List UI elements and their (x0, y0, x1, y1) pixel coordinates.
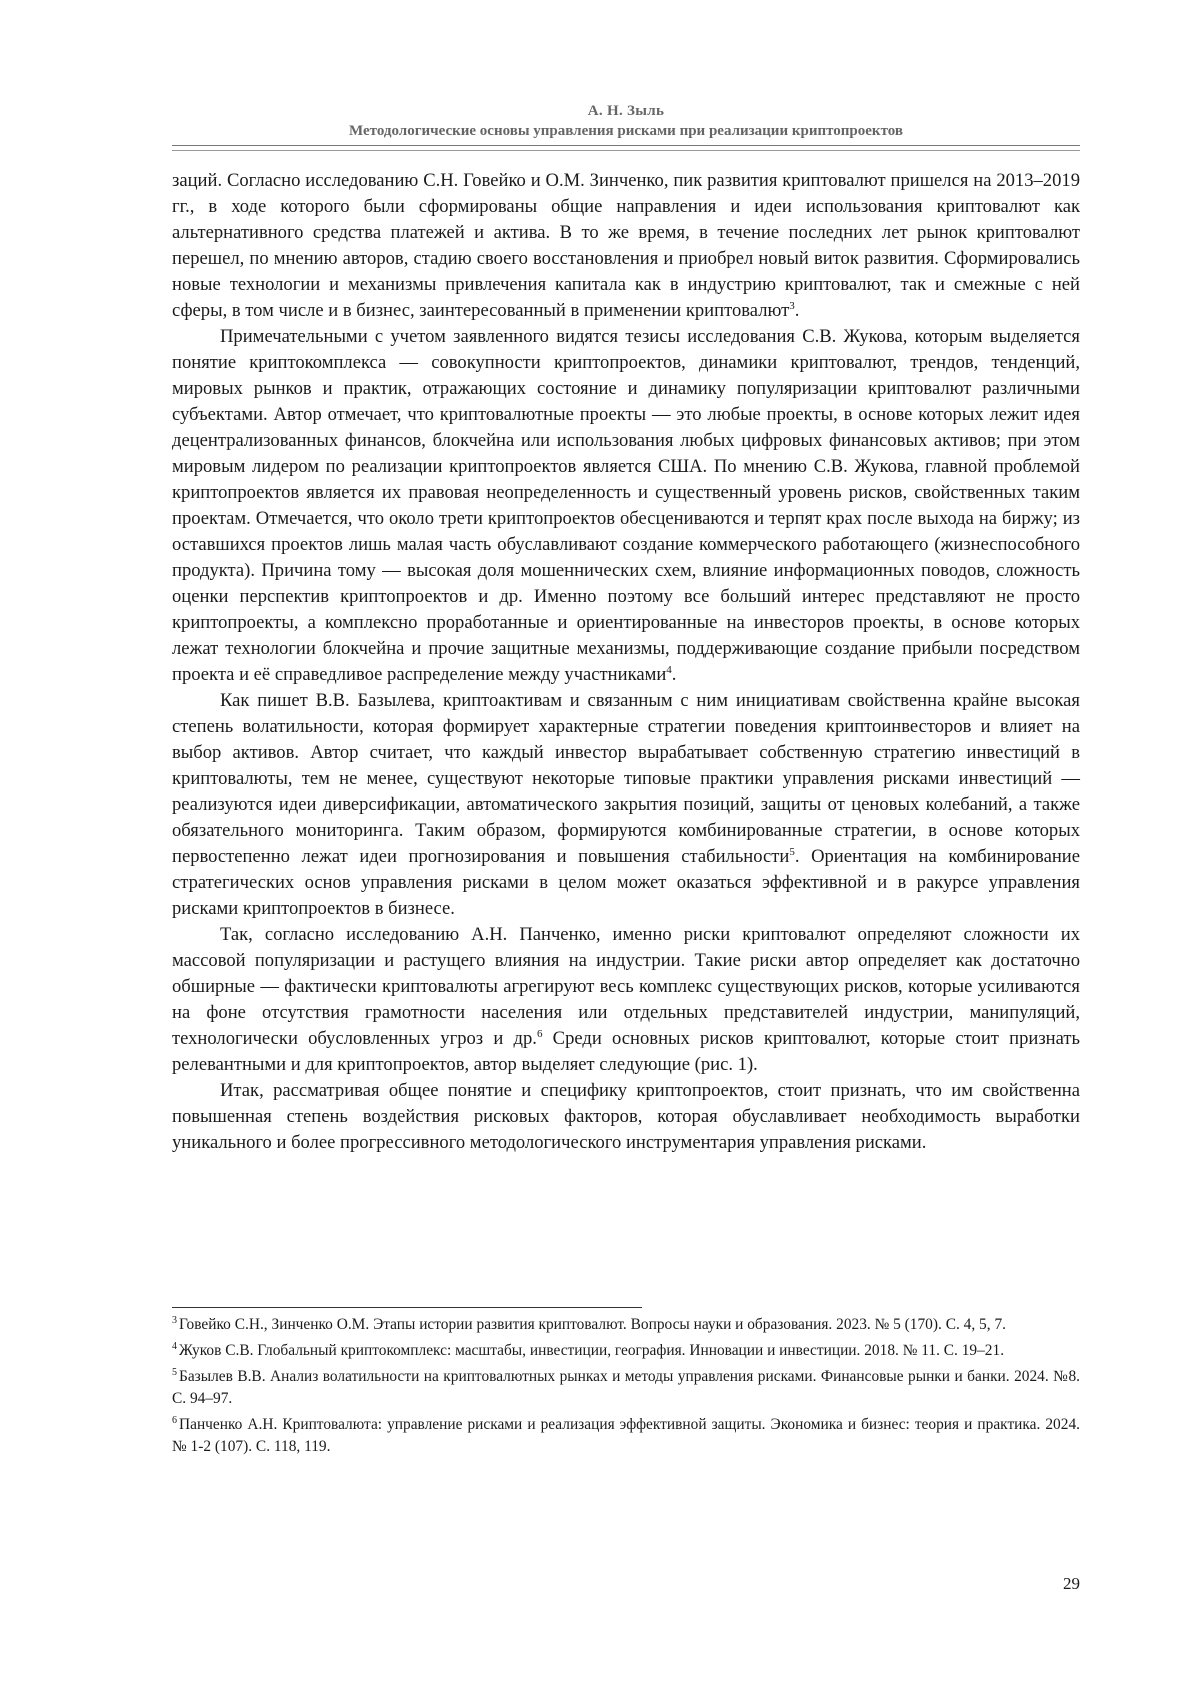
footnote-number: 4 (172, 1340, 177, 1352)
footnote-number: 5 (172, 1366, 177, 1378)
paragraph-4-text: Так, согласно исследованию А.Н. Панченко, именно риски криптовалют определяют сложности их массовой популяризации и растущего влияния на индустрии. Такие риски автор определяет как достаточно обширные — фактически криптовалюты агрегируют весь комплекс существующих рисков, которые усиливаются на фоне отсутствия грамотности населения или отдельных представителей индустрии, манипуляций, технологически обусловленных угроз и др. (172, 924, 1080, 1049)
paragraph-2-end: . (671, 664, 677, 685)
paragraph-1-end: . (794, 300, 800, 321)
footnote-text: Базылев В.В. Анализ волатильности на криптовалютных рынках и методы управления рисками. Финансовые рынки и банки. 2024. №8. С. 94–97. (172, 1368, 1080, 1407)
paragraph-4-tail: Среди основных рисков криптовалют, которые стоит признать релевантными и для криптопроектов, автор выделяет следующие (рис. 1). (172, 1028, 1080, 1075)
header-rule-thin (172, 150, 1080, 151)
paragraph-2-text: Примечательными с учетом заявленного видятся тезисы исследования С.В. Жукова, которым выделяется понятие криптокомплекса — совокупности криптопроектов, динамики криптовалют, трендов, тенденций, мировых рынков и практик, отражающих состояние и динамику популяризации криптовалют различными субъектами. Автор отмечает, что криптовалютные проекты — это любые проекты, в основе которых лежит идея децентрализованных финансов, блокчейна или использования любых цифровых финансовых активов; при этом мировым лидером по реализации криптопроектов является США. По мнению С.В. Жукова, главной проблемой криптопроектов является их правовая неопределенность и существенный уровень рисков, свойственных таким проектам. Отмечается, что около трети криптопроектов обесцениваются и терпят крах после выхода на биржу; из оставшихся проектов лишь малая часть обуславливают создание коммерческого работающего (жизнеспособного продукта). Причина тому — высокая доля мошеннических схем, влияние информационных поводов, сложность оценки перспектив криптопроектов и др. Именно поэтому все больший интерес представляют не просто криптопроекты, а комплексно проработанные и ориентированные на инвесторов проекты, в основе которых лежат технологии блокчейна и прочие защитные механизмы, поддерживающие создание прибыли посредством проекта и её справедливое распределение между участниками (172, 326, 1080, 685)
paragraph-4 (172, 922, 1080, 1078)
footnote-5 (172, 1366, 1080, 1410)
footnote-separator (172, 1307, 642, 1308)
page-number: 29 (1063, 1574, 1080, 1593)
running-head-author: А. Н. Зыль (587, 103, 665, 119)
paragraph-3-tail: . Ориентация на комбинирование стратегических основ управления рисками в целом может оказаться эффективной и в ракурсе управления рисками криптопроектов в бизнесе. (172, 846, 1080, 919)
main-text (172, 168, 1080, 1156)
footnote-6 (172, 1414, 1080, 1458)
footnote-text: Говейко С.Н., Зинченко О.М. Этапы истории развития криптовалют. Вопросы науки и образования. 2023. № 5 (170). С. 4, 5, 7. (179, 1316, 1006, 1333)
footnote-ref-5[interactable]: 5 (789, 845, 795, 858)
footnote-ref-4[interactable]: 4 (666, 663, 672, 676)
header-rule-thick (172, 145, 1080, 146)
footnote-ref-6[interactable]: 6 (536, 1027, 543, 1040)
footnote-4 (172, 1340, 1080, 1362)
running-head-title: Методологические основы управления рисками при реализации криптопроектов (349, 123, 903, 139)
footnote-number: 3 (172, 1314, 177, 1326)
footnote-3 (172, 1314, 1080, 1336)
paragraph-3 (172, 688, 1080, 922)
footnotes (172, 1314, 1080, 1462)
paragraph-1 (172, 168, 1080, 324)
footnote-ref-3[interactable]: 3 (789, 299, 795, 312)
paragraph-5 (172, 1078, 1080, 1156)
paragraph-3-text: Как пишет В.В. Базылева, криптоактивам и связанным с ним инициативам свойственна крайне высокая степень волатильности, которая формирует характерные стратегии поведения криптоинвесторов и влияет на выбор активов. Автор считает, что каждый инвестор вырабатывает собственную стратегию инвестиций в криптовалюты, тем не менее, существуют некоторые типовые практики управления рисками инвестиций — реализуются идеи диверсификации, автоматического закрытия позиций, защиты от ценовых колебаний, а также обязательного мониторинга. Таким образом, формируются комбинированные стратегии, в основе которых первостепенно лежат идеи прогнозирования и повышения стабильности (172, 690, 1080, 867)
paragraph-1-text: заций. Согласно исследованию С.Н. Говейко и О.М. Зинченко, пик развития криптовалют пришелся на 2013–2019 гг., в ходе которого были сформированы общие направления и идеи использования криптовалют как альтернативного средства платежей и актива. В то же время, в течение последних лет рынок криптовалют перешел, по мнению авторов, стадию своего восстановления и приобрел новый виток развития. Сформировались новые технологии и механизмы привлечения капитала как в индустрию криптовалют, так и смежные с ней сферы, в том числе и в бизнес, заинтересованный в применении криптовалют (172, 170, 1080, 321)
paragraph-5-text: Итак, рассматривая общее понятие и специфику криптопроектов, стоит признать, что им свойственна повышенная степень воздействия рисковых факторов, которая обуславливает необходимость выработки уникального и более прогрессивного методологического инструментария управления рисками. (172, 1080, 1080, 1153)
running-head (172, 101, 1080, 141)
footnote-text: Жуков С.В. Глобальный криптокомплекс: масштабы, инвестиции, география. Инновации и инвестиции. 2018. № 11. С. 19–21. (179, 1342, 1005, 1359)
footnote-number: 6 (172, 1414, 177, 1426)
footnote-text: Панченко А.Н. Криптовалюта: управление рисками и реализация эффективной защиты. Экономика и бизнес: теория и практика. 2024. № 1-2 (107). С. 118, 119. (172, 1416, 1080, 1455)
paragraph-2 (172, 324, 1080, 688)
